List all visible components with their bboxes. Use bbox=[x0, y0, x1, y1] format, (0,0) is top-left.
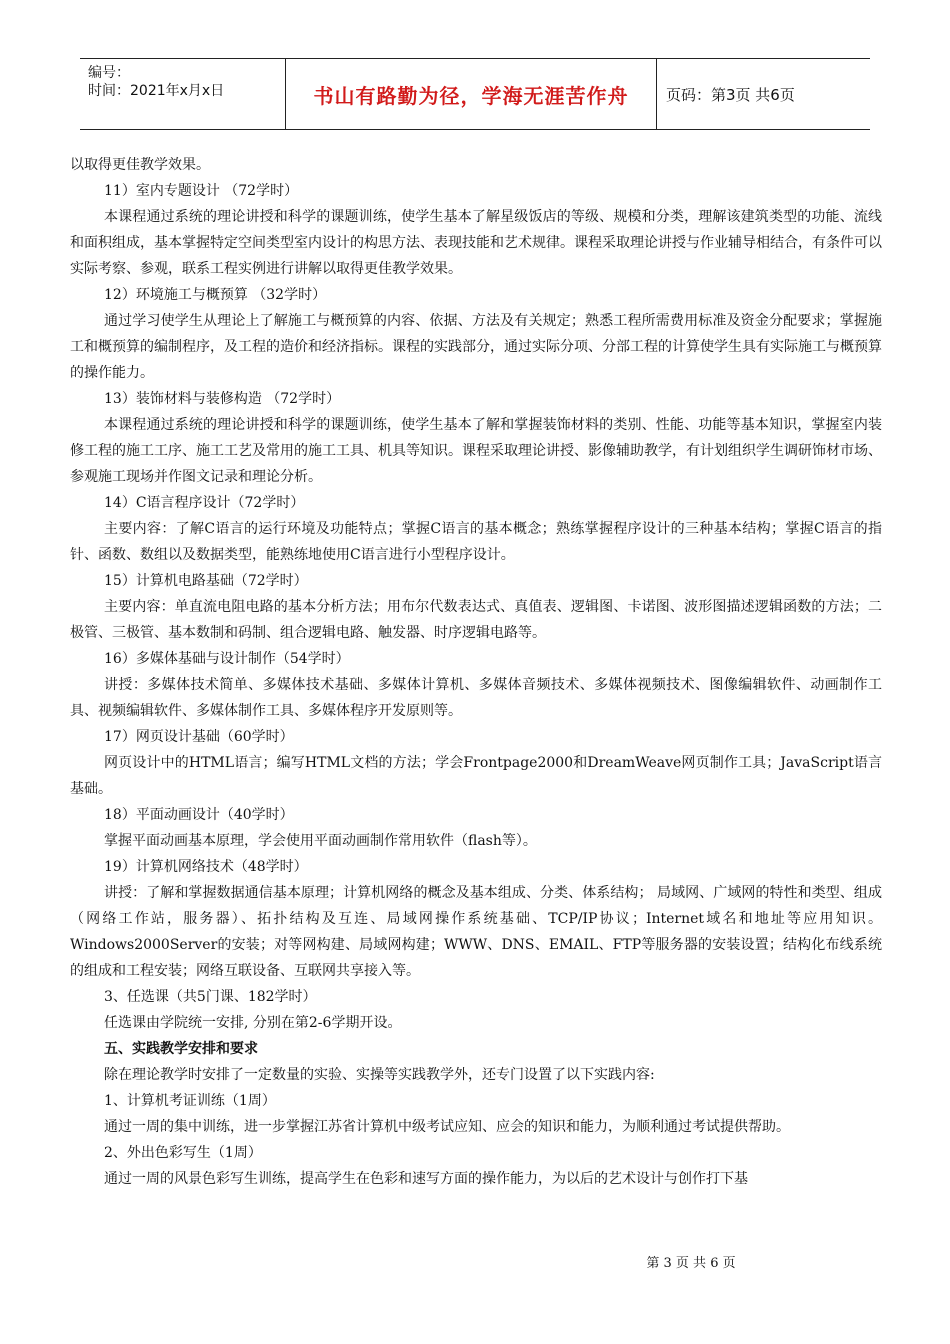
practice-description: 通过一周的集中训练，进一步掌握江苏省计算机中级考试应知、应会的知识和能力，为顺利通过考试提供帮助。 bbox=[104, 1119, 790, 1135]
section-heading: 五、实践教学安排和要求 bbox=[104, 1041, 258, 1057]
practice-heading: 1、计算机考证训练（1周） bbox=[104, 1093, 276, 1109]
course-description: 主要内容：了解C语言的运行环境及功能特点；掌握C语言的基本概念；熟练掌握程序设计的三种基本结构；掌握C语言的指针、函数、数组以及数据类型，能熟练地使用C语言进行小型程序设计。 bbox=[70, 521, 882, 563]
course-heading: 17）网页设计基础（60学时） bbox=[104, 729, 294, 745]
course-description: 本课程通过系统的理论讲授和科学的课题训练，使学生基本了解星级饭店的等级、规模和分类，理解该建筑类型的功能、流线和面积组成，基本掌握特定空间类型室内设计的构思方法、表现技能和艺术规律。课程采取理论讲授与作业辅导相结合，有条件可以实际考察、参观，联系工程实例进行讲解以取得更佳教学效果。 bbox=[70, 209, 882, 277]
course-description: 通过学习使学生从理论上了解施工与概预算的内容、依据、方法及有关规定；熟悉工程所需费用标准及资金分配要求；掌握施工和概预算的编制程序，及工程的造价和经济指标。课程的实践部分，通过实际分项、分部工程的计算使学生具有实际施工与概预算的操作能力。 bbox=[70, 313, 882, 381]
header-meta bbox=[80, 59, 285, 129]
course-heading: 16）多媒体基础与设计制作（54学时） bbox=[104, 651, 350, 667]
course-description: 掌握平面动画基本原理，学会使用平面动画制作常用软件（flash等）。 bbox=[104, 833, 537, 849]
header-divider bbox=[656, 59, 657, 129]
course-heading: 11）室内专题设计 （72学时） bbox=[104, 183, 299, 199]
header-page-info: 页码：第3页 共6页 bbox=[666, 85, 795, 104]
section-intro: 除在理论教学时安排了一定数量的实验、实操等实践教学外，还专门设置了以下实践内容: bbox=[104, 1067, 655, 1083]
intro-paragraph: 以取得更佳教学效果。 bbox=[70, 157, 210, 173]
document-body bbox=[70, 152, 882, 1192]
course-description: 讲授：了解和掌握数据通信基本原理；计算机网络的概念及基本组成、分类、体系结构； 局域网、广域网的特性和类型、组成（网络工作站，服务器）、拓扑结构及互连、局域网操作系统基础、TCP/IP协议；Internet域名和地址等应用知识。Windows2000Server的安装；对等网构建、局域网构建；WWW、DNS、EMAIL、FTP等服务器的安装设置；结构化布线系统的组成和工程安装；网络互联设备、互联网共享接入等。 bbox=[70, 885, 882, 979]
page-footer bbox=[0, 1252, 950, 1271]
footer-page-number: 第 3 页 共 6 页 bbox=[646, 1256, 736, 1271]
elective-description: 任选课由学院统一安排, 分别在第2-6学期开设。 bbox=[104, 1015, 402, 1031]
elective-heading: 3、任选课（共5门课、182学时） bbox=[104, 989, 317, 1005]
course-description: 本课程通过系统的理论讲授和科学的课题训练，使学生基本了解和掌握装饰材料的类别、性能、功能等基本知识，掌握室内装修工程的施工工序、施工工艺及常用的施工工具、机具等知识。课程采取理论讲授、影像辅助教学，有计划组织学生调研饰材市场、参观施工现场并作图文记录和理论分析。 bbox=[70, 417, 882, 485]
course-description: 主要内容：单直流电阻电路的基本分析方法；用布尔代数表达式、真值表、逻辑图、卡诺图、波形图描述逻辑函数的方法；二极管、三极管、基本数制和码制、组合逻辑电路、触发器、时序逻辑电路等。 bbox=[70, 599, 882, 641]
course-heading: 13）装饰材料与装修构造 （72学时） bbox=[104, 391, 341, 407]
course-description: 网页设计中的HTML语言；编写HTML文档的方法；学会Frontpage2000和DreamWeave网页制作工具；JavaScript语言基础。 bbox=[70, 755, 882, 797]
document-date: 时间：2021年x月x日 bbox=[88, 83, 225, 99]
practice-heading: 2、外出色彩写生（1周） bbox=[104, 1145, 262, 1161]
page-header bbox=[80, 58, 870, 130]
course-heading: 14）C语言程序设计（72学时） bbox=[104, 495, 305, 511]
course-heading: 12）环境施工与概预算 （32学时） bbox=[104, 287, 327, 303]
course-heading: 19）计算机网络技术（48学时） bbox=[104, 859, 308, 875]
course-heading: 15）计算机电路基础（72学时） bbox=[104, 573, 308, 589]
header-motto: 书山有路勤为径，学海无涯苦作舟 bbox=[313, 83, 629, 108]
course-heading: 18）平面动画设计（40学时） bbox=[104, 807, 294, 823]
practice-description: 通过一周的风景色彩写生训练，提高学生在色彩和速写方面的操作能力，为以后的艺术设计与创作打下基 bbox=[104, 1171, 748, 1187]
course-description: 讲授：多媒体技术简单、多媒体技术基础、多媒体计算机、多媒体音频技术、多媒体视频技术、图像编辑软件、动画制作工具、视频编辑软件、多媒体制作工具、多媒体程序开发原则等。 bbox=[70, 677, 882, 719]
document-number-label: 编号： bbox=[88, 65, 130, 81]
